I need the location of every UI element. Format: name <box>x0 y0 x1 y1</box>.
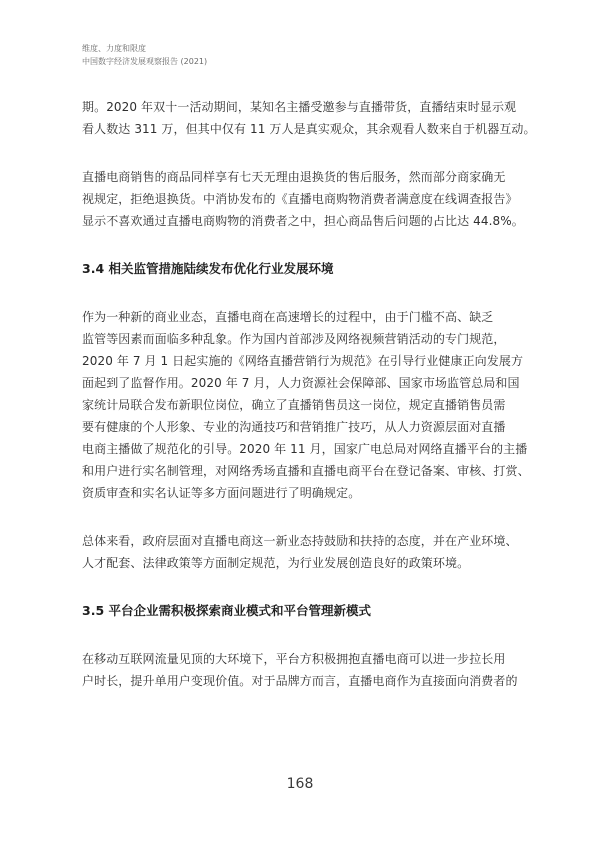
page-number: 168 <box>286 776 314 792</box>
text-line: 期。2020 年双十一活动期间，某知名主播受邀参与直播带货，直播结束时显示观 <box>82 100 517 114</box>
paragraph-policy-summary <box>82 530 522 574</box>
paragraph-platform <box>82 648 522 692</box>
section-heading-3-4: 3.4 相关监管措施陆续发布优化行业发展环境 <box>82 261 334 276</box>
running-header <box>82 42 207 68</box>
section-heading-3-5: 3.5 平台企业需积极探索商业模式和平台管理新模式 <box>82 603 371 618</box>
text-line: 人才配套、法律政策等方面制定规范，为行业发展创造良好的政策环境。 <box>82 556 470 570</box>
paragraph-live-fraud <box>82 96 536 140</box>
text-line: 家统计局联合发布新职位岗位，确立了直播销售员这一岗位，规定直播销售员需 <box>82 398 506 412</box>
text-line: 直播电商销售的商品同样享有七天无理由退换货的售后服务，然而部分商家确无 <box>82 170 506 184</box>
text-line: 作为一种新的商业业态，直播电商在高速增长的过程中，由于门槛不高、缺乏 <box>82 310 494 324</box>
text-line: 和用户进行实名制管理，对网络秀场直播和直播电商平台在登记备案、审核、打赏、 <box>82 464 530 478</box>
text-line: 面起到了监督作用。2020 年 7 月，人力资源社会保障部、国家市场监管总局和国 <box>82 376 520 390</box>
text-line: 要有健康的个人形象、专业的沟通技巧和营销推广技巧，从人力资源层面对直播 <box>82 420 506 434</box>
paragraph-after-sales <box>82 166 522 232</box>
text-line: 资质审查和实名认证等多方面问题进行了明确规定。 <box>82 486 361 500</box>
text-line: 2020 年 7 月 1 日起实施的《网络直播营销行为规范》在引导行业健康正向发展方 <box>82 354 524 368</box>
text-line: 户时长，提升单用户变现价值。对于品牌方而言，直播电商作为直接面向消费者的 <box>82 674 518 688</box>
paragraph-regulation <box>82 306 530 504</box>
page-content <box>82 96 536 692</box>
text-line: 电商主播做了规范化的引导。2020 年 11 月，国家广电总局对网络直播平台的主播 <box>82 442 528 456</box>
text-line: 视规定，拒绝退换货。中消协发布的《直播电商购物消费者满意度在线调查报告》 <box>82 192 518 206</box>
text-line: 总体来看，政府层面对直播电商这一新业态持鼓励和扶持的态度，并在产业环境、 <box>82 534 518 548</box>
text-line: 看人数达 311 万，但其中仅有 11 万人是真实观众，其余观看人数来自于机器互动。 <box>82 122 536 136</box>
text-line: 显示不喜欢通过直播电商购物的消费者之中，担心商品售后问题的占比达 44.8%。 <box>82 214 524 228</box>
report-title: 维度、力度和限度 <box>82 44 146 53</box>
text-line: 监管等因素而面临多种乱象。作为国内首部涉及网络视频营销活动的专门规范， <box>82 332 506 346</box>
report-subtitle: 中国数字经济发展观察报告 (2021) <box>82 57 208 66</box>
text-line: 在移动互联网流量见顶的大环境下，平台方积极拥抱直播电商可以进一步拉长用 <box>82 652 506 666</box>
